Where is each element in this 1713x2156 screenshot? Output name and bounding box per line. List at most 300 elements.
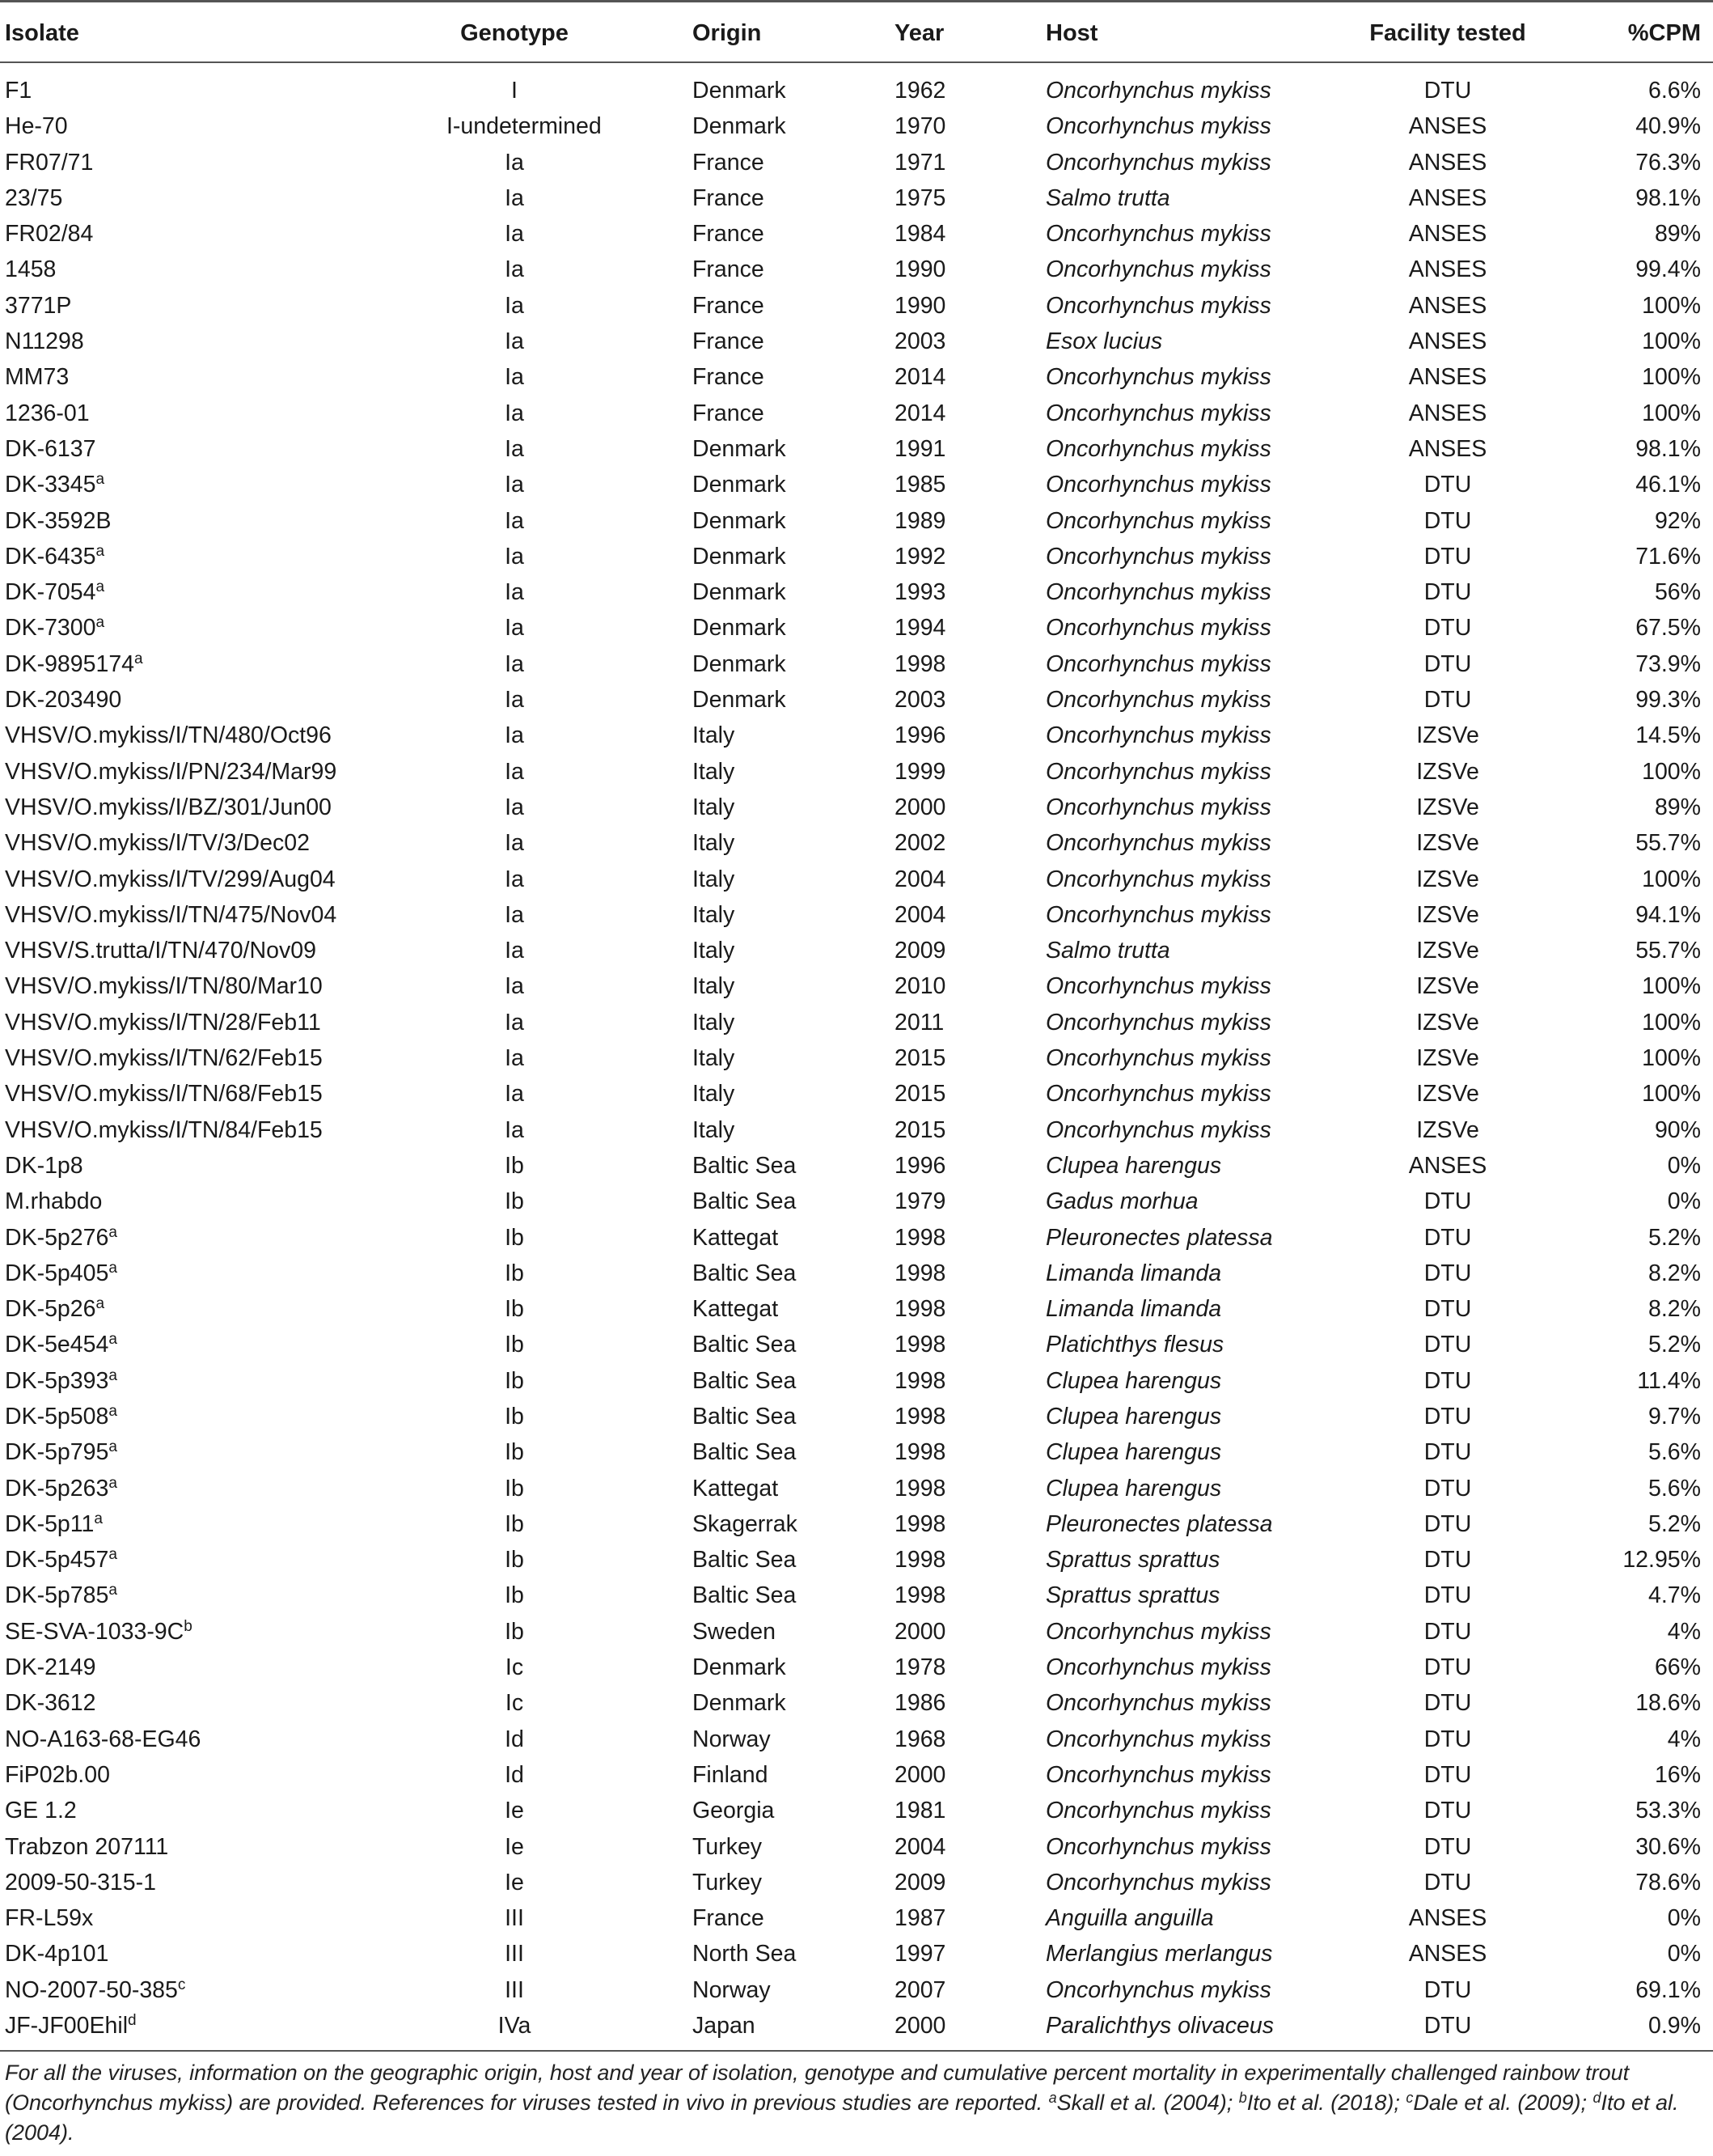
cell-isolate [5,1291,104,1327]
cell-isolate-text: DK-7054 [5,579,96,606]
cell-host-text: Oncorhynchus mykiss [1046,78,1271,104]
cell-genotype [446,324,582,359]
cell-host [1046,574,1271,610]
cell-year [895,933,945,968]
cell-year-text: 2000 [895,794,946,820]
cell-isolate [5,1972,185,2008]
cell-host [1046,754,1271,790]
cell-isolate [5,1040,323,1076]
cell-origin [692,73,786,108]
cell-year [895,574,945,610]
footnote-reference: Dale et al. (2009); [1413,2090,1593,2115]
cell-year-text: 2003 [895,687,946,714]
cell-year [895,1040,945,1076]
cell-host [1046,862,1271,897]
cell-origin-text: Turkey [692,1833,763,1860]
cell-isolate [5,252,56,287]
cell-facility-text: DTU [1423,615,1472,642]
cell-genotype [446,216,582,252]
cell-year-text: 1989 [895,507,946,534]
cell-genotype-text: Id [505,1761,524,1788]
reference-superscript: a [95,614,105,632]
cell-genotype-text: Ia [505,292,524,319]
cell-cpm-text: 100% [1642,973,1701,1000]
cell-isolate-text: NO-A163-68-EG46 [5,1726,201,1752]
cell-facility [1343,324,1553,359]
cell-cpm [1537,1256,1701,1291]
cell-origin-text: Denmark [692,1654,786,1681]
cell-host-text: Limanda limanda [1046,1260,1222,1286]
cell-year-text: 1981 [895,1798,946,1824]
cell-cpm-text: 5.2% [1648,1224,1701,1251]
cell-year [895,1757,945,1793]
footnote-mark: c [1406,2090,1414,2106]
cell-cpm [1537,1363,1701,1399]
cell-cpm [1537,968,1701,1004]
table-row [0,1256,1713,1291]
table-row [0,1685,1713,1721]
cell-isolate [5,1865,156,1900]
cell-isolate [5,718,332,753]
cell-year [895,1650,945,1685]
cell-origin-text: Italy [692,830,735,857]
table-row [0,1005,1713,1040]
cell-isolate [5,1256,117,1291]
cell-facility [1343,1936,1553,1972]
cell-isolate [5,539,104,574]
cell-isolate [5,1148,83,1184]
cell-isolate-text: VHSV/O.mykiss/I/BZ/301/Jun00 [5,794,332,820]
cell-year-text: 1990 [895,256,946,283]
cell-cpm [1537,1757,1701,1793]
cell-year-text: 1998 [895,1547,946,1574]
cell-facility-text: DTU [1423,1869,1472,1896]
cell-cpm [1537,718,1701,753]
cell-genotype [446,1076,582,1112]
cell-isolate [5,1112,323,1148]
footnote-mark: d [1592,2090,1601,2106]
table-row [0,754,1713,790]
cell-origin-text: Japan [692,2013,755,2040]
cell-origin [692,431,786,467]
cell-host [1046,1184,1199,1219]
cell-facility-text: IZSVe [1416,973,1479,1000]
cell-facility [1343,1148,1553,1184]
cell-host [1046,718,1271,753]
cell-isolate-text: DK-5p26 [5,1296,96,1323]
cell-isolate-text: VHSV/O.mykiss/I/TN/62/Feb15 [5,1045,323,1072]
cell-facility [1343,610,1553,646]
cell-cpm-text: 73.9% [1635,650,1701,677]
cell-origin-text: Kattegat [692,1224,779,1251]
cell-origin [692,682,786,718]
cell-origin [692,1040,734,1076]
cell-cpm-text: 90% [1654,1116,1701,1143]
cell-facility [1343,646,1553,682]
cell-cpm-text: 100% [1642,758,1701,785]
cell-facility-text: DTU [1423,650,1472,677]
cell-year-text: 1984 [895,221,946,248]
cell-host [1046,288,1271,324]
cell-cpm-text: 12.95% [1622,1547,1701,1574]
cell-year [895,1865,945,1900]
table-row [0,790,1713,825]
cell-host [1046,1936,1272,1972]
table-row [0,1542,1713,1578]
cell-host-text: Oncorhynchus mykiss [1046,1009,1271,1036]
cell-year-text: 1962 [895,78,946,104]
cell-cpm [1537,610,1701,646]
cell-host-text: Oncorhynchus mykiss [1046,901,1271,928]
table-row [0,503,1713,539]
cell-facility [1343,968,1553,1004]
reference-superscript: a [108,1402,117,1420]
cell-cpm-text: 0% [1667,1905,1701,1932]
cell-year-text: 2009 [895,1869,946,1896]
cell-origin-text: Italy [692,1009,735,1036]
cell-origin-text: Denmark [692,543,786,570]
cell-genotype [446,718,582,753]
cell-year [895,862,945,897]
cell-isolate-text: VHSV/O.mykiss/I/TN/80/Mar10 [5,973,323,1000]
cell-cpm-text: 8.2% [1648,1260,1701,1286]
cell-year [895,145,945,180]
cell-isolate [5,73,32,108]
cell-facility [1343,2008,1553,2044]
cell-year-text: 1970 [895,113,946,140]
cell-host-text: Platichthys flesus [1046,1332,1224,1358]
cell-facility-text: DTU [1423,1798,1472,1824]
cell-facility-text: ANSES [1408,435,1487,462]
cell-origin-text: Baltic Sea [692,1152,797,1179]
cell-facility [1343,1040,1553,1076]
cell-origin-text: Baltic Sea [692,1260,797,1286]
table-row [0,933,1713,968]
cell-genotype [446,1005,582,1040]
cell-origin-text: France [692,364,764,391]
cell-origin [692,1148,796,1184]
cell-cpm-text: 100% [1642,400,1701,426]
cell-facility [1343,539,1553,574]
cell-facility [1343,359,1553,395]
cell-year [895,1399,945,1434]
cell-origin-text: Italy [692,1045,735,1072]
cell-year [895,825,945,861]
cell-origin [692,396,764,431]
cell-host-text: Clupea harengus [1046,1152,1222,1179]
cell-facility-text: ANSES [1408,1905,1487,1932]
cell-year-text: 1996 [895,722,946,749]
cell-year [895,1112,945,1148]
cell-year [895,108,945,144]
cell-year-text: 2011 [895,1009,945,1036]
cell-genotype [446,1900,582,1936]
cell-facility [1343,1076,1553,1112]
cell-genotype [446,825,582,861]
cell-host [1046,1829,1271,1865]
cell-genotype [446,1112,582,1148]
cell-cpm-text: 89% [1654,794,1701,820]
table-row [0,359,1713,395]
cell-genotype-text: Ib [505,1403,524,1430]
cell-origin-text: Finland [692,1761,768,1788]
cell-facility-text: DTU [1423,78,1472,104]
cell-isolate-text: VHSV/O.mykiss/I/TN/475/Nov04 [5,901,337,928]
reference-superscript: a [95,542,105,560]
cell-facility [1343,1972,1553,2008]
cell-facility [1343,1220,1553,1256]
table-row [0,73,1713,108]
cell-genotype [446,1614,582,1650]
reference-superscript: a [94,1510,103,1527]
cell-year-text: 2004 [895,1833,946,1860]
cell-facility-text: ANSES [1408,364,1487,391]
cell-cpm-text: 11.4% [1637,1367,1701,1394]
cell-origin [692,1506,797,1542]
cell-host-text: Clupea harengus [1046,1475,1222,1502]
cell-year [895,1936,945,1972]
cell-facility [1343,1327,1553,1362]
cell-cpm-text: 55.7% [1635,830,1701,857]
table-row [0,1793,1713,1828]
cell-origin-text: France [692,149,764,176]
cell-isolate-text: DK-203490 [5,687,122,714]
cell-facility-text: IZSVe [1416,758,1479,785]
cell-year-text: 1971 [895,149,946,176]
cell-host [1046,252,1271,287]
cell-year-text: 1998 [895,1439,946,1466]
cell-isolate-text: 1236-01 [5,400,90,426]
cell-facility [1343,252,1553,287]
cell-year [895,467,945,502]
cell-isolate-text: F1 [5,78,32,104]
cell-genotype-text: Ib [505,1475,524,1502]
cell-isolate-text: VHSV/O.mykiss/I/TV/3/Dec02 [5,830,310,857]
cell-facility [1343,574,1553,610]
cell-facility [1343,1793,1553,1828]
cell-cpm [1537,574,1701,610]
cell-origin [692,825,734,861]
cell-host [1046,1434,1221,1470]
footnote-mark: a [1048,2090,1057,2106]
cell-year-text: 1998 [895,1260,946,1286]
table-row [0,646,1713,682]
cell-origin-text: Italy [692,901,735,928]
header-cpm: %CPM [1627,20,1701,46]
cell-year [895,1542,945,1578]
cell-genotype [446,1471,582,1506]
cell-origin-text: Baltic Sea [692,1439,797,1466]
table-row [0,1757,1713,1793]
table-row [0,1650,1713,1685]
cell-isolate-text: Trabzon 207111 [5,1833,169,1860]
cell-facility-text: DTU [1423,1654,1472,1681]
cell-host [1046,396,1271,431]
cell-genotype [446,396,582,431]
cell-genotype [446,1184,582,1219]
table-row [0,467,1713,502]
table-row [0,324,1713,359]
cell-host-text: Pleuronectes platessa [1046,1224,1273,1251]
cell-genotype-text: III [505,1905,524,1932]
cell-host-text: Oncorhynchus mykiss [1046,256,1271,283]
cell-facility [1343,825,1553,861]
cell-genotype-text: Ic [505,1654,524,1681]
table-row [0,1040,1713,1076]
cell-cpm [1537,1972,1701,2008]
reference-superscript: a [95,1295,105,1313]
cell-cpm [1537,1578,1701,1613]
table-row [0,216,1713,252]
cell-host-text: Oncorhynchus mykiss [1046,794,1271,820]
cell-genotype [446,288,582,324]
table-row [0,682,1713,718]
reference-superscript: a [134,650,143,667]
cell-origin [692,897,734,933]
cell-year-text: 1998 [895,1296,946,1323]
cell-origin [692,754,734,790]
cell-isolate-text: FiP02b.00 [5,1761,110,1788]
cell-origin [692,1972,771,2008]
cell-facility [1343,1471,1553,1506]
cell-origin [692,1757,768,1793]
reference-superscript: a [108,1582,117,1599]
cell-origin-text: Denmark [692,650,786,677]
cell-facility [1343,1578,1553,1613]
cell-facility [1343,216,1553,252]
cell-genotype [446,1829,582,1865]
cell-facility [1343,897,1553,933]
cell-genotype [446,252,582,287]
table-row [0,1865,1713,1900]
cell-year-text: 2007 [895,1976,946,2003]
cell-cpm [1537,73,1701,108]
cell-origin-text: Kattegat [692,1296,779,1323]
cell-year [895,431,945,467]
cell-isolate [5,1578,117,1613]
cell-cpm [1537,682,1701,718]
cell-facility [1343,431,1553,467]
cell-isolate-text: DK-5p11 [5,1510,95,1537]
header-isolate: Isolate [5,20,79,46]
cell-genotype [446,1936,582,1972]
cell-isolate [5,1685,95,1721]
cell-facility [1343,1112,1553,1148]
cell-isolate-text: DK-5p795 [5,1439,109,1466]
cell-genotype [446,1685,582,1721]
table-row [0,1112,1713,1148]
cell-origin [692,1829,762,1865]
cell-isolate [5,1327,117,1362]
cell-origin [692,718,734,753]
cell-origin [692,646,786,682]
cell-genotype-text: Ic [505,1690,524,1717]
cell-isolate-text: 2009-50-315-1 [5,1869,156,1896]
cell-facility [1343,790,1553,825]
cell-genotype-text: Ia [505,901,524,928]
reference-superscript: a [108,1223,117,1241]
cell-cpm-text: 0.9% [1648,2013,1701,2040]
cell-genotype [446,1399,582,1434]
cell-isolate [5,682,121,718]
reference-superscript: a [108,1438,117,1456]
cell-origin-text: Italy [692,722,735,749]
cell-host-text: Oncorhynchus mykiss [1046,1081,1271,1108]
cell-origin [692,180,764,216]
cell-facility-text: DTU [1423,1547,1472,1574]
cell-cpm-text: 89% [1654,221,1701,248]
cell-facility [1343,1399,1553,1434]
cell-year [895,1614,945,1650]
cell-host-text: Salmo trutta [1046,938,1170,964]
cell-facility-text: IZSVe [1416,1081,1479,1108]
cell-genotype [446,646,582,682]
reference-superscript: a [108,1259,117,1277]
cell-facility [1343,1757,1553,1793]
cell-facility-text: IZSVe [1416,938,1479,964]
table-row [0,1506,1713,1542]
cell-facility-text: DTU [1423,1188,1472,1215]
cell-facility-text: DTU [1423,1726,1472,1752]
table-row [0,1291,1713,1327]
table-row [0,1327,1713,1362]
cell-isolate-text: DK-7300 [5,615,96,642]
cell-host-text: Oncorhynchus mykiss [1046,866,1271,892]
cell-cpm [1537,1829,1701,1865]
cell-host [1046,324,1162,359]
cell-origin-text: Italy [692,973,735,1000]
cell-isolate [5,610,104,646]
cell-year-text: 1998 [895,1510,946,1537]
cell-isolate [5,1757,110,1793]
cell-origin [692,1542,796,1578]
cell-year-text: 1998 [895,1582,946,1609]
cell-host [1046,73,1271,108]
cell-year-text: 2004 [895,901,946,928]
cell-origin-text: North Sea [692,1941,797,1968]
cell-host-text: Sprattus sprattus [1046,1547,1220,1574]
cell-facility [1343,108,1553,144]
cell-genotype [446,180,582,216]
cell-facility-text: DTU [1423,507,1472,534]
cell-host-text: Oncorhynchus mykiss [1046,1116,1271,1143]
cell-cpm-text: 4% [1667,1618,1701,1645]
cell-year [895,1184,945,1219]
cell-origin [692,1220,778,1256]
cell-isolate [5,862,336,897]
cell-host [1046,1112,1271,1148]
cell-host [1046,1614,1271,1650]
header-genotype: Genotype [460,20,569,46]
table-row [0,2008,1713,2044]
cell-host [1046,610,1271,646]
cell-year [895,682,945,718]
cell-facility [1343,180,1553,216]
cell-isolate [5,324,84,359]
cell-year [895,1148,945,1184]
cell-cpm-text: 94.1% [1635,901,1701,928]
cell-cpm [1537,1722,1701,1757]
cell-cpm [1537,108,1701,144]
cell-cpm-text: 78.6% [1635,1869,1701,1896]
reference-superscript: a [108,1331,117,1349]
cell-genotype-text: Ia [505,973,524,1000]
table-row [0,1829,1713,1865]
cell-cpm [1537,1040,1701,1076]
cell-host-text: Clupea harengus [1046,1367,1222,1394]
cell-isolate-text: He-70 [5,113,68,140]
cell-origin [692,1184,796,1219]
